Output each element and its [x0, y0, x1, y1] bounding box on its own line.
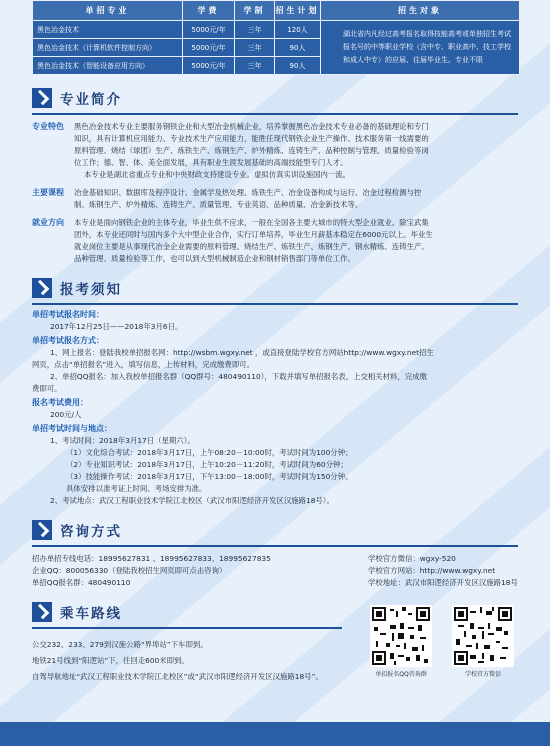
jobs-label: 就业方向 — [32, 218, 64, 227]
exam-line: 1、考试时间：2018年3月17日（星期六）。 — [50, 436, 195, 445]
exam-line: 2、考试地点：武汉工程职业技术学院江北校区（武汉市阳逻经济开发区汉施路18号）。 — [50, 496, 334, 505]
checkmark-icon — [32, 520, 52, 540]
section-title: 乘车路线 — [60, 606, 122, 622]
checkmark-icon — [32, 88, 52, 108]
qq-group-qr-code — [370, 605, 432, 667]
col-header-years: 学制 — [235, 1, 275, 21]
feature-line: 原料管理、烧结（球团）生产、炼铁生产、炼钢生产、炉外精炼、连铸生产、品种控制与管理、质量检验等岗 — [74, 146, 429, 155]
section-title: 报考须知 — [60, 282, 122, 298]
courses-line: 冶金基础知识、数据库及程序设计、金属学及热处理、炼铁生产、冶金设备构成与运行、冶金过程检测与控 — [74, 188, 422, 197]
section-divider — [32, 113, 518, 115]
cell-major: 黑色冶金技术（智能设备应用方向） — [33, 57, 183, 75]
feature-line: 本专业是湖北省重点专业和中央财政支持建设专业。虚拟仿真实训设施国内一流。 — [84, 170, 351, 179]
reg-method-line: 1、网上报名：登陆我校单招报名网：http://wsbm.wgxy.net ，或直接登陆学校官方网站http://www.wgxy.net招生 — [50, 348, 434, 357]
section-divider — [32, 303, 518, 305]
exam-label: 单招考试时间与地点： — [32, 424, 112, 433]
courses-line: 制、炼钢生产、炉外精炼、连铸生产、质量管理、专业英语、品种质量、冶金新技术等。 — [74, 200, 363, 209]
section-route — [32, 599, 518, 683]
footer-bar — [0, 722, 550, 746]
section-divider — [32, 627, 342, 629]
cell-years: 三年 — [235, 21, 275, 39]
section-header — [32, 85, 518, 111]
fee-label: 报名考试费用： — [32, 398, 88, 407]
fee-value: 200元/人 — [50, 410, 82, 419]
exam-line: 具体安排以准考证上时间、考场安排为准。 — [66, 484, 207, 493]
feature-label: 专业特色 — [32, 122, 64, 131]
feature-line: 知识，具有计算机应用能力、专业技术生产应用能力，能胜任现代钢铁企业生产操作、技术服务第一线需要的 — [74, 134, 429, 143]
col-header-target: 招生对象 — [321, 1, 520, 21]
consult-qq: 企业QQ：800056330（登陆我校招生网页即可点击咨询） — [32, 566, 227, 575]
consult-wechat: 学校官方微信：wgxy-520 — [368, 554, 456, 563]
route-line: 地铁21号线到“阳逻站”下，往回走600米即到。 — [32, 656, 189, 665]
consult-website[interactable]: 学校官方网站：http://www.wgxy.net — [368, 566, 496, 575]
cell-fee: 5000元/年 — [183, 21, 235, 39]
checkmark-icon — [32, 602, 52, 622]
section-divider — [32, 545, 518, 547]
cell-plan: 120人 — [275, 21, 321, 39]
feature-line: 位工作；德、智、体、美全面发展，具有职业生涯发展基础的高端技能型专门人才。 — [74, 158, 348, 167]
jobs-block — [32, 217, 518, 265]
reg-method-line: 2、单招QQ报名：加入我校单招报名群（QQ群号：480490110），下载并填写单招报名表，上交相关材料，完成缴 — [50, 372, 428, 381]
table-row — [33, 21, 520, 39]
route-line: 自驾导航地址“武汉工程职业技术学院江北校区”或“武汉市阳逻经济开发区汉施路18号”。 — [32, 672, 323, 681]
jobs-line: 就业岗位主要是从事现代冶金企业需要的原料管理、烧结生产、炼铁生产、炼钢生产、钢水精炼、连铸生产、 — [74, 242, 429, 251]
courses-block — [32, 187, 518, 211]
consult-qq-group: 单招QQ报名群：480490110 — [32, 578, 131, 587]
reg-time-label: 单招考试报名时间： — [32, 310, 104, 319]
route-line: 公交232、233、279到汉施公路“界埠站”下车即到。 — [32, 640, 208, 649]
cell-plan: 90人 — [275, 39, 321, 57]
exam-line: （1）文化综合考试：2018年3月17日，上午08:20－10:00时，考试时间为100分钟； — [66, 448, 353, 457]
section-intro — [32, 85, 518, 265]
jobs-line: 本专业是面向钢铁企业的主体专业，毕业生供不应求，一般在全国各主要大城市的特大型企业就业。除宝武集 — [74, 218, 429, 227]
reg-time: 2017年12月25日——2018年3月6日。 — [50, 322, 183, 331]
reg-method-label: 单招考试报名方式： — [32, 336, 104, 345]
cell-major: 黑色冶金技术（计算机软件控制方向） — [33, 39, 183, 57]
jobs-line: 品种管理、质量检验等工作，也可以到大型机械制造企业和钢材销售部门等单位工作。 — [74, 254, 355, 263]
section-title: 专业简介 — [60, 92, 122, 108]
exam-line: （3）技能操作考试：2018年3月17日，下午13:00－18:00时，考试时间为150分钟。 — [66, 472, 353, 481]
cell-target: 湖北省内凡经过高考报名取得技能高考或单独招生考试报名号的中等职业学校（含中专、职业高中、技工学校和成人中专）的应届、往届毕业生。专业不限 — [321, 21, 520, 75]
reg-method-line: 网页，点击“单招报名”进入，填写信息，上传材料，完成缴费即可。 — [32, 360, 254, 369]
qr-caption: 学校官方微信 — [464, 671, 501, 678]
courses-label: 主要课程 — [32, 188, 64, 197]
section-notice — [32, 275, 518, 507]
enrollment-table — [32, 0, 520, 75]
cell-plan: 90人 — [275, 57, 321, 75]
jobs-line: 团外，本专业还同时与国内多个大中型企业合作，实行订单培养，毕业生月薪基本稳定在6000元以上。毕业生 — [74, 230, 433, 239]
exam-line: （2）专业知识考试：2018年3月17日，上午10:20－11:20时，考试时间为60分钟； — [66, 460, 348, 469]
feature-line: 黑色冶金技术专业主要服务钢铁企业和大型冶金机械企业，培养掌握黑色冶金技术专业必备的基础理论和专门 — [74, 122, 429, 131]
cell-years: 三年 — [235, 57, 275, 75]
reg-method-line: 费即可。 — [32, 384, 62, 393]
col-header-major: 单招专业 — [33, 1, 183, 21]
consult-phone: 招办单招专线电话：18995627831 、18995627833、18995627835 — [32, 554, 271, 563]
cell-years: 三年 — [235, 39, 275, 57]
cell-fee: 5000元/年 — [183, 57, 235, 75]
feature-block — [32, 121, 518, 181]
section-title: 咨询方式 — [60, 524, 122, 540]
section-header — [32, 275, 518, 301]
consult-address: 学校地址：武汉市阳逻经济开发区汉施路18号 — [368, 578, 518, 587]
wechat-qr-code — [452, 605, 514, 667]
col-header-plan: 招生计划 — [275, 1, 321, 21]
checkmark-icon — [32, 278, 52, 298]
qr-caption: 单招报名QQ咨询群 — [375, 671, 427, 678]
cell-fee: 5000元/年 — [183, 39, 235, 57]
cell-major: 黑色冶金技术 — [33, 21, 183, 39]
section-header — [32, 517, 518, 543]
section-consult — [32, 517, 518, 589]
col-header-fee: 学费 — [183, 1, 235, 21]
